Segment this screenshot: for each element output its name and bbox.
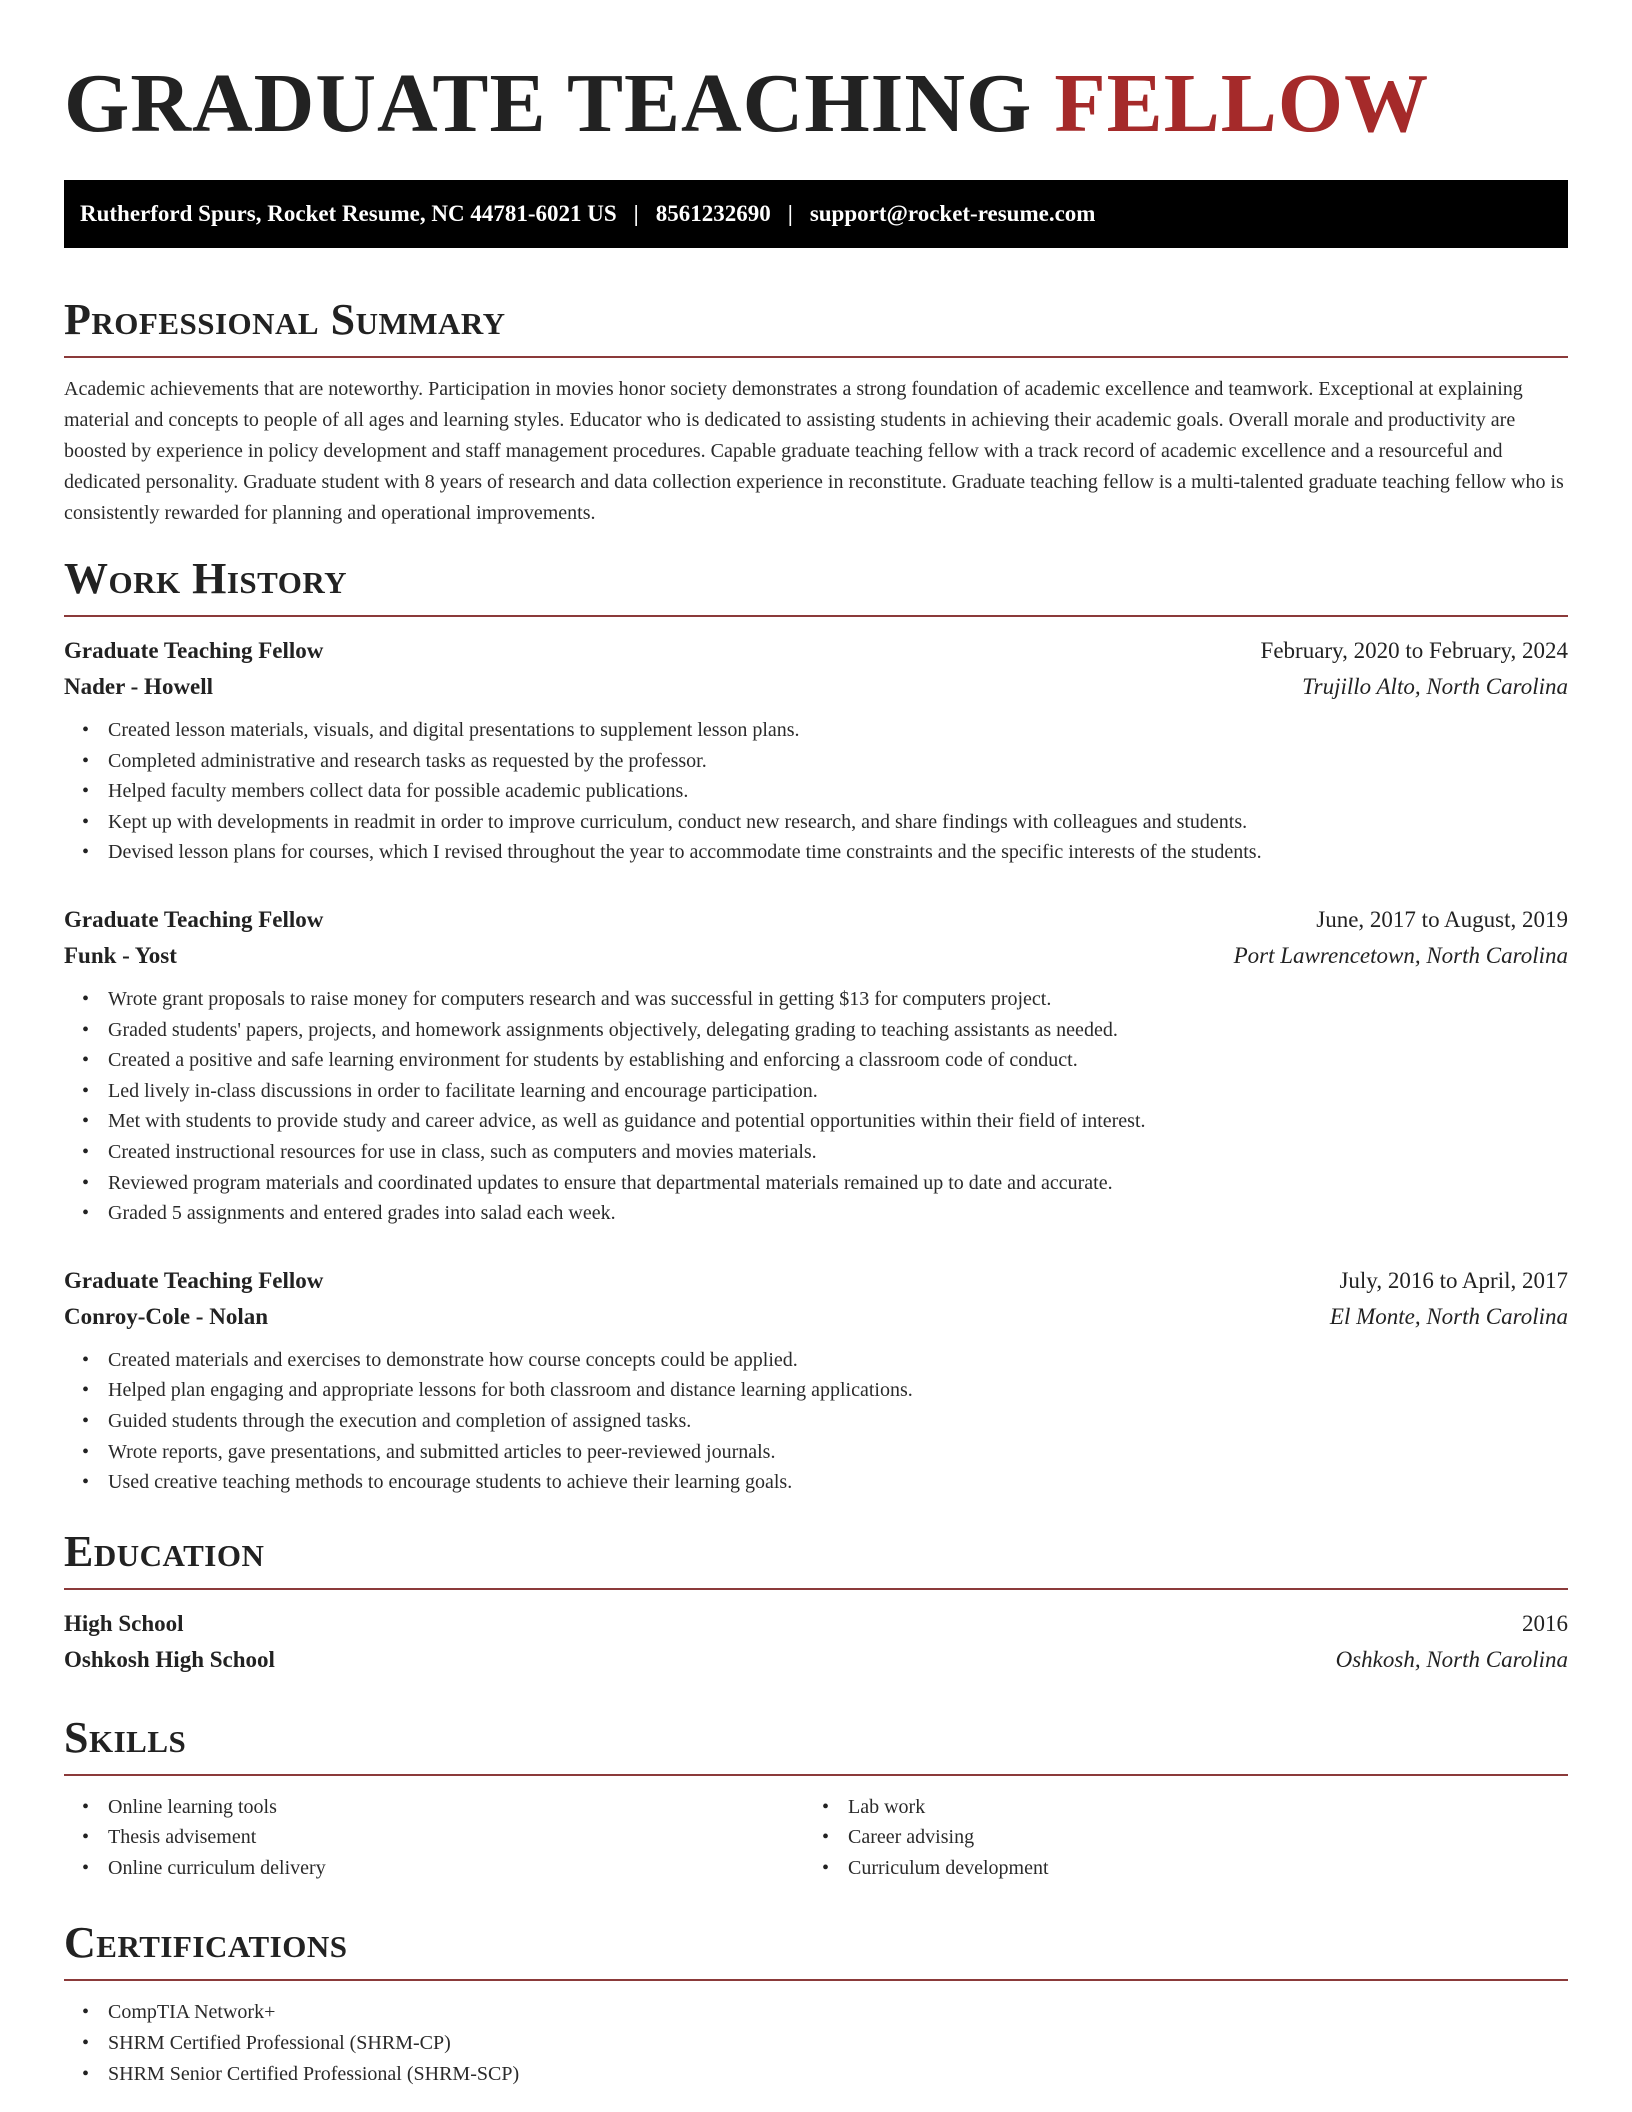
- job-row: [64, 669, 1568, 705]
- job-bullet-item: • Completed administrative and research tasks as requested by the professor.: [108, 746, 1568, 777]
- job-title: Graduate Teaching Fellow: [64, 906, 324, 932]
- job-bullet-item: • Guided students through the execution and completion of assigned tasks.: [108, 1406, 1568, 1437]
- job-bullet-item: • Led lively in-class discussions in order to facilitate learning and encourage participation.: [108, 1076, 1568, 1107]
- skills-list-left: [64, 1792, 804, 1884]
- contact-address: Rutherford Spurs, Rocket Resume, NC 44781-6021 US: [80, 201, 617, 226]
- job-entry: [64, 902, 1568, 1229]
- education-entry: [64, 1606, 1568, 1678]
- job-company: Conroy-Cole - Nolan: [64, 1303, 269, 1329]
- title-main: GRADUATE TEACHING: [64, 57, 1033, 150]
- job-location: El Monte, North Carolina: [1329, 1303, 1568, 1329]
- job-bullet-item: • Created instructional resources for use in class, such as computers and movies materials.: [108, 1137, 1568, 1168]
- skills-heading: Skills: [64, 1712, 187, 1762]
- certification-item: • CompTIA Network+: [108, 1997, 1568, 2028]
- skill-item: • Thesis advisement: [108, 1822, 804, 1853]
- section-divider: [64, 1588, 1568, 1590]
- summary-text: Academic achievements that are noteworthy. Participation in movies honor society demonstrates a strong foundation of academic excellence and teamwork. Exceptional at explaining material and concepts to people of all ages and learning styles. Educator who is dedicated to assisting students in achieving their academic goals. Overall morale and productivity are boosted by experience in policy development and staff management procedures. Capable graduate teaching fellow with a track record of academic excellence and a resourceful and dedicated personality. Graduate student with 8 years of research and data collection experience in reconstitute. Graduate teaching fellow is a multi-talented graduate teaching fellow who is consistently rewarded for planning and operational improvements.: [64, 378, 1564, 524]
- education-row: [64, 1606, 1568, 1642]
- certifications-section: [64, 1917, 1568, 2089]
- summary-section: [64, 294, 1568, 529]
- job-bullet-item: • Devised lesson plans for courses, which I revised throughout the year to accommodate time constraints and the specific interests of the students.: [108, 837, 1568, 868]
- job-company: Funk - Yost: [64, 942, 177, 968]
- skills-column-left: [64, 1792, 804, 1884]
- education-degree: High School: [64, 1610, 184, 1636]
- job-row: [64, 902, 1568, 938]
- job-row: [64, 938, 1568, 974]
- skill-item: • Lab work: [848, 1792, 1544, 1823]
- education-school: Oshkosh High School: [64, 1646, 275, 1672]
- job-bullet-item: • Kept up with developments in readmit in order to improve curriculum, conduct new research, and share findings with colleagues and students.: [108, 807, 1568, 838]
- summary-heading: Professional Summary: [64, 295, 506, 344]
- certifications-list: [64, 1997, 1568, 2089]
- job-row: [64, 1299, 1568, 1335]
- job-bullet-item: • Reviewed program materials and coordinated updates to ensure that departmental materials remained up to date and accurate.: [108, 1168, 1568, 1199]
- skill-item: • Online curriculum delivery: [108, 1853, 804, 1884]
- certification-item: • SHRM Senior Certified Professional (SHRM-SCP): [108, 2059, 1568, 2090]
- job-bullet-item: • Graded 5 assignments and entered grades into salad each week.: [108, 1198, 1568, 1229]
- section-divider: [64, 1979, 1568, 1981]
- job-bullet-item: • Helped faculty members collect data for possible academic publications.: [108, 776, 1568, 807]
- job-list: [64, 633, 1568, 1498]
- job-bullets: [64, 715, 1568, 868]
- section-divider: [64, 615, 1568, 617]
- skills-list-right: [804, 1792, 1544, 1884]
- section-divider: [64, 356, 1568, 358]
- skills-grid: [64, 1792, 1568, 1884]
- contact-phone: 8561232690: [655, 201, 771, 226]
- section-divider: [64, 1774, 1568, 1776]
- resume-title: [64, 58, 1568, 150]
- job-bullet-item: • Helped plan engaging and appropriate lessons for both classroom and distance learning applications.: [108, 1375, 1568, 1406]
- contact-separator: |: [787, 201, 793, 226]
- job-location: Trujillo Alto, North Carolina: [1302, 674, 1568, 699]
- skills-section: [64, 1712, 1568, 1884]
- job-entry: [64, 1263, 1568, 1498]
- job-bullet-item: • Created a positive and safe learning environment for students by establishing and enforcing a classroom code of conduct.: [108, 1045, 1568, 1076]
- job-row: [64, 633, 1568, 669]
- job-bullet-item: • Created lesson materials, visuals, and digital presentations to supplement lesson plans.: [108, 715, 1568, 746]
- job-title: Graduate Teaching Fellow: [64, 1267, 324, 1293]
- job-bullet-item: • Wrote reports, gave presentations, and submitted articles to peer-reviewed journals.: [108, 1437, 1568, 1468]
- job-title: Graduate Teaching Fellow: [64, 638, 324, 663]
- job-bullet-item: • Graded students' papers, projects, and homework assignments objectively, delegating grading to teaching assistants as needed.: [108, 1015, 1568, 1046]
- job-bullet-item: • Used creative teaching methods to encourage students to achieve their learning goals.: [108, 1467, 1568, 1498]
- work-history-heading: Work History: [64, 554, 348, 603]
- job-row: [64, 1263, 1568, 1299]
- job-location: Port Lawrencetown, North Carolina: [1233, 942, 1568, 968]
- job-bullet-item: • Created materials and exercises to demonstrate how course concepts could be applied.: [108, 1345, 1568, 1376]
- education-row: [64, 1642, 1568, 1678]
- job-entry: [64, 633, 1568, 868]
- education-section: [64, 1526, 1568, 1678]
- education-heading: Education: [64, 1526, 265, 1576]
- education-location: Oshkosh, North Carolina: [1335, 1646, 1568, 1672]
- contact-separator: |: [633, 201, 639, 226]
- certification-item: • SHRM Certified Professional (SHRM-CP): [108, 2028, 1568, 2059]
- skill-item: • Career advising: [848, 1822, 1544, 1853]
- contact-email: support@rocket-resume.com: [809, 201, 1096, 226]
- work-history-section: [64, 553, 1568, 1498]
- skill-item: • Online learning tools: [108, 1792, 804, 1823]
- job-bullet-item: • Met with students to provide study and career advice, as well as guidance and potential opportunities within their field of interest.: [108, 1106, 1568, 1137]
- job-bullet-item: • Wrote grant proposals to raise money for computers research and was successful in getting $13 for computers project.: [108, 984, 1568, 1015]
- contact-bar: [64, 180, 1568, 248]
- education-year: 2016: [1522, 1610, 1568, 1636]
- certifications-heading: Certifications: [64, 1918, 348, 1968]
- job-bullets: [64, 984, 1568, 1229]
- title-accent: FELLOW: [1054, 57, 1430, 150]
- job-dates: February, 2020 to February, 2024: [1260, 638, 1568, 663]
- job-company: Nader - Howell: [64, 674, 214, 699]
- job-dates: June, 2017 to August, 2019: [1316, 906, 1568, 932]
- skills-column-right: [804, 1792, 1544, 1884]
- skill-item: • Curriculum development: [848, 1853, 1544, 1884]
- job-bullets: [64, 1345, 1568, 1498]
- job-dates: July, 2016 to April, 2017: [1339, 1267, 1568, 1293]
